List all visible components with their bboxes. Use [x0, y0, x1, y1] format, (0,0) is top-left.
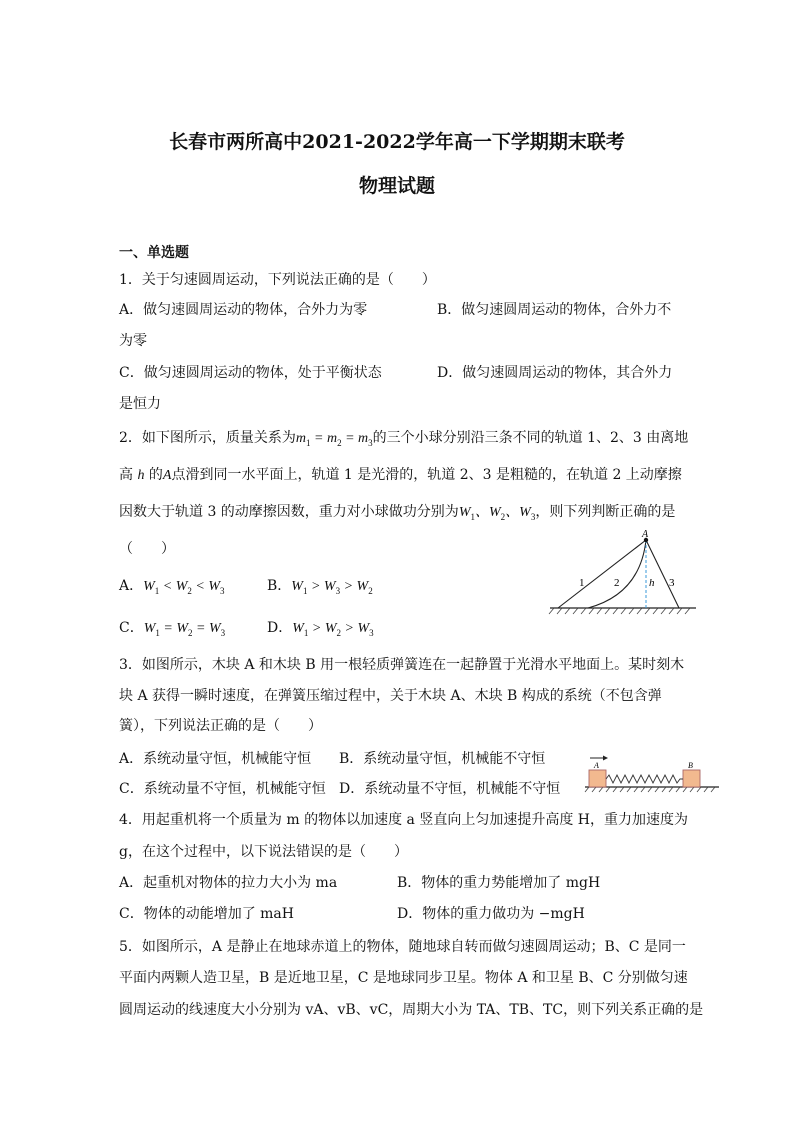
q2-option-b: B．$W_1 > W_3 > W_2$ — [267, 578, 373, 596]
q1-option-b: B．做匀速圆周运动的物体，合外力不 — [437, 302, 672, 318]
q5-line3: 圆周运动的线速度大小分别为 vA、vB、vC，周期大小为 TA、TB、TC，则下列关系正确的是 — [119, 1002, 704, 1018]
q2-option-a: A．$W_1 < W_2 < W_3$ — [119, 578, 225, 596]
track-1 — [558, 540, 646, 608]
q2-line1-text-a: 2．如下图所示，质量关系为 — [119, 430, 296, 446]
q3-line1: 3．如图所示，木块 A 和木块 B 用一根轻质弹簧连在一起静置于光滑水平地面上。某时刻木 — [119, 657, 685, 673]
label-block-b: B — [688, 761, 693, 770]
q2-line2-text-c: 点滑到同一水平面上，轨道 1 是光滑的，轨道 2、3 是粗糙的，在轨道 2 上动摩擦 — [171, 467, 682, 483]
q1-option-d: D．做匀速圆周运动的物体，其合外力 — [437, 365, 673, 381]
label-track-2: 2 — [614, 577, 620, 589]
velocity-arrowhead-icon — [603, 756, 608, 761]
q2-line2-text-b: 的 — [148, 467, 163, 483]
q4-option-c: C．物体的动能增加了 maH — [119, 906, 294, 922]
q2-h-symbol: h — [137, 468, 145, 483]
q1-option-b-cont: 为零 — [119, 333, 147, 349]
q4-option-b: B．物体的重力势能增加了 mgH — [397, 875, 601, 891]
label-A: A — [642, 529, 649, 540]
q2-line2 — [119, 466, 682, 485]
ground-hatching — [549, 608, 690, 614]
exam-title: 长春市两所高中2021-2022学年高一下学期期末联考 — [169, 131, 625, 153]
floor-hatching — [585, 787, 715, 792]
q3-option-c: C．系统动量不守恒，机械能守恒 — [119, 781, 326, 797]
q2-option-d-label: D． — [267, 620, 293, 636]
q2-work-list: $W_1$、$W_2$、$W_3$ — [458, 505, 536, 522]
q4-line1: 4．用起重机将一个质量为 m 的物体以加速度 a 竖直向上匀加速提升高度 H，重力加速度为 — [119, 812, 688, 828]
track-3 — [646, 540, 679, 608]
block-b — [683, 770, 700, 787]
q2-A-symbol: A — [162, 468, 172, 483]
q1-option-c: C．做匀速圆周运动的物体，处于平衡状态 — [119, 365, 382, 381]
q2-mass-relation: $m_1 = m_2 = m_3$ — [295, 431, 373, 448]
q2-track-figure — [548, 528, 698, 616]
q2-option-d: D．$W_1 > W_2 > W_3$ — [267, 620, 374, 638]
label-h: h — [649, 577, 655, 589]
q3-option-a: A．系统动量守恒，机械能守恒 — [119, 751, 312, 767]
q3-option-d: D．系统动量不守恒，机械能不守恒 — [339, 781, 561, 797]
block-a — [589, 770, 606, 787]
label-block-a: A — [594, 761, 599, 770]
q2-line2-text-a: 高 — [119, 467, 133, 483]
q1-option-a: A．做匀速圆周运动的物体，合外力为零 — [119, 302, 368, 318]
q4-line2: g，在这个过程中，以下说法错误的是（ ） — [119, 844, 408, 860]
q2-option-a-label: A． — [119, 578, 144, 594]
q2-line4: （ ） — [119, 541, 175, 557]
q3-spring-figure — [583, 754, 721, 796]
q2-option-c: C．$W_1 = W_2 = W_3$ — [119, 620, 226, 638]
q3-option-b: B．系统动量守恒，机械能不守恒 — [339, 751, 546, 767]
q1-stem: 1．关于匀速圆周运动，下列说法正确的是（ ） — [119, 272, 436, 288]
q2-line3-text-b: ，则下列判断正确的是 — [535, 504, 676, 520]
q2-line3 — [119, 503, 675, 526]
section-heading: 一、单选题 — [119, 245, 189, 261]
q2-line3-text-a: 因数大于轨道 3 的动摩擦因数，重力对小球做功分别为 — [119, 504, 459, 520]
label-track-1: 1 — [579, 577, 585, 589]
exam-subtitle: 物理试题 — [358, 175, 435, 197]
q5-line1: 5．如图所示，A 是静止在地球赤道上的物体，随地球自转而做匀速圆周运动；B、C 是同一 — [119, 939, 686, 955]
q2-option-c-label: C． — [119, 620, 144, 636]
q4-option-a: A．起重机对物体的拉力大小为 ma — [119, 875, 338, 891]
q3-line2: 块 A 获得一瞬时速度，在弹簧压缩过程中，关于木块 A、木块 B 构成的系统（不包含弹 — [119, 688, 662, 704]
track-2 — [588, 540, 646, 608]
q4-option-d: D．物体的重力做功为 −mgH — [397, 906, 585, 922]
q2-line1 — [119, 429, 688, 452]
spring — [606, 775, 683, 783]
q2-option-b-label: B． — [267, 578, 292, 594]
label-track-3: 3 — [669, 577, 675, 589]
q2-line1-text-b: 的三个小球分别沿三条不同的轨道 1、2、3 由离地 — [372, 430, 689, 446]
q1-option-d-cont: 是恒力 — [119, 396, 161, 412]
q3-line3: 簧），下列说法正确的是（ ） — [119, 718, 322, 734]
q5-line2: 平面内两颗人造卫星，B 是近地卫星，C 是地球同步卫星。物体 A 和卫星 B、C 分别做匀速 — [119, 970, 688, 986]
